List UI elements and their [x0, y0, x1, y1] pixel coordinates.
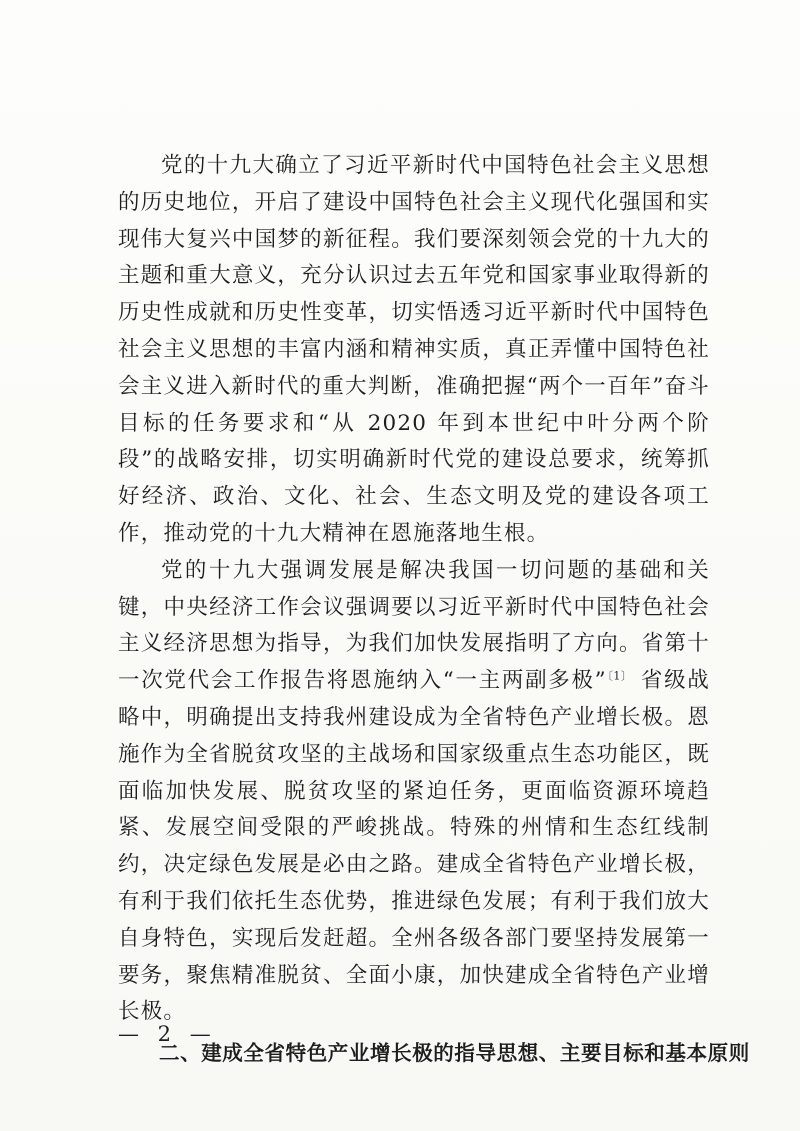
paragraph-2-text-after-note: 省级战略中，明确提出支持我州建设成为全省特色产业增长极。恩施作为全省脱贫攻坚的主战场和国家级重点生态功能区，既面临加快发展、脱贫攻坚的紧迫任务，更面临资源环境趋紧、发展空间受限的严峻挑战。特殊的州情和生态红线制约，决定绿色发展是必由之路。建成全省特色产业增长极，有利于我们依托生态优势，推进绿色发展；有利于我们放大自身特色，实现后发赶超。全州各级各部门要坚持发展第一要务，聚焦精准脱贫、全面小康，加快建成全省特色产业增长极。 [118, 668, 711, 1025]
section-heading: 二、建成全省特色产业增长极的指导思想、主要目标和基本原则 [159, 1041, 750, 1066]
page-number: — 2 — [118, 1022, 217, 1046]
footnote-marker[interactable]: 〔1〕 [606, 669, 633, 683]
paragraph-2 [118, 553, 710, 1031]
paragraph-1: 党的十九大确立了习近平新时代中国特色社会主义思想的历史地位，开启了建设中国特色社会主义现代化强国和实现伟大复兴中国梦的新征程。我们要深刻领会党的十九大的主题和重大意义，充分认识过去五年党和国家事业取得新的历史性成就和历史性变革，切实悟透习近平新时代中国特色社会主义思想的丰富内涵和精神实质，真正弄懂中国特色社会主义进入新时代的重大判断，准确把握“两个一百年”奋斗目标的任务要求和“从 2020 年到本世纪中叶分两个阶段”的战略安排，切实明确新时代党的建设总要求，统筹抓好经济、政治、文化、社会、生态文明及党的建设各项工作，推动党的十九大精神在恩施落地生根。 [118, 153, 710, 546]
paragraph-2-text-before-note: 党的十九大强调发展是解决我国一切问题的基础和关键，中央经济工作会议强调要以习近平新时代中国特色社会主义经济思想为指导，为我们加快发展指明了方向。省第十一次党代会工作报告将恩施纳入“一主两副多极” [118, 557, 710, 694]
document-body [118, 148, 750, 1072]
